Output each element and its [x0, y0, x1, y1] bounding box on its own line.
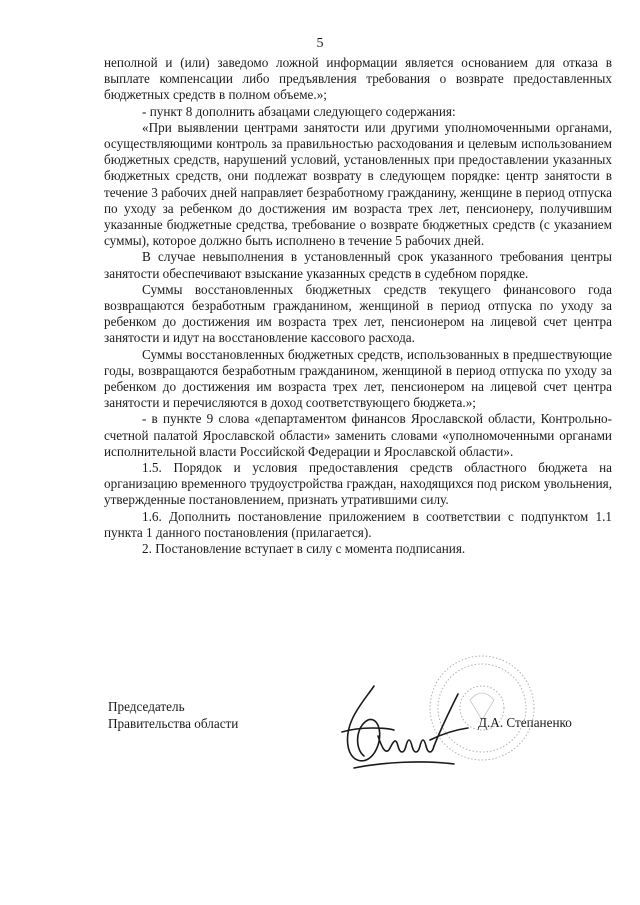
signer-name: Д.А. Степаненко [478, 715, 572, 730]
signature-title-line-2: Правительства области [108, 716, 239, 731]
paragraph: - в пункте 9 слова «департаментом финансов Ярославской области, Контрольно-счетной палатой Ярославской области» заменить словами «уполномоченными органами исполнительной власти Российской Федерации и Ярославской области». [104, 411, 612, 459]
paragraph: 1.5. Порядок и условия предоставления средств областного бюджета на организацию временного трудоустройства граждан, находящихся под риском увольнения, утвержденные постановлением, признать утратившими силу. [104, 460, 612, 508]
document-body [104, 55, 612, 557]
paragraph: В случае невыполнения в установленный срок указанного требования центры занятости обеспечивают взыскание указанных средств в судебном порядке. [104, 249, 612, 281]
signature-title [108, 698, 238, 732]
handwritten-signature [334, 676, 472, 776]
paragraph: 1.6. Дополнить постановление приложением в соответствии с подпунктом 1.1 пункта 1 данного постановления (прилагается). [104, 508, 612, 540]
paragraph: Суммы восстановленных бюджетных средств, использованных в предшествующие годы, возвращаются безработным гражданином, женщиной в период отпуска по уходу за ребенком до достижения им возраста трех лет, пенсионером на лицевой счет центра занятости и перечисляются в доход соответствующего бюджета.»; [104, 346, 612, 411]
paragraph: 2. Постановление вступает в силу с момента подписания. [142, 541, 466, 557]
paragraph: - пункт 8 дополнить абзацами следующего содержания: [142, 103, 456, 119]
page-number: 5 [316, 36, 324, 51]
paragraph: неполной и (или) заведомо ложной информации является основанием для отказа в выплате компенсации либо предъявления требования о возврате предоставленных бюджетных средств в полном объеме.»; [104, 55, 612, 103]
paragraph: Суммы восстановленных бюджетных средств текущего финансового года возвращаются безработным гражданином, женщиной в период отпуска по уходу за ребенком до достижения им возраста трех лет, пенсионером на лицевой счет центра занятости и идут на восстановление кассового расхода. [104, 281, 612, 346]
paragraph: «При выявлении центрами занятости или другими уполномоченными органами, осуществляющими контроль за правильностью расходования и целевым использованием бюджетных средств, нарушений условий, установленных при предоставлении указанных бюджетных средств, они подлежат возврату в следующем порядке: центр занятости в течение 3 рабочих дней направляет безработному гражданину, женщине в период отпуска по уходу за ребенком до достижения им возраста трех лет, пенсионеру, получившим указанные бюджетные средства, требование о возврате бюджетных средств (с указанием суммы), которое должно быть исполнено в течение 5 рабочих дней. [104, 119, 612, 249]
signature-title-line-1: Председатель [108, 699, 185, 714]
